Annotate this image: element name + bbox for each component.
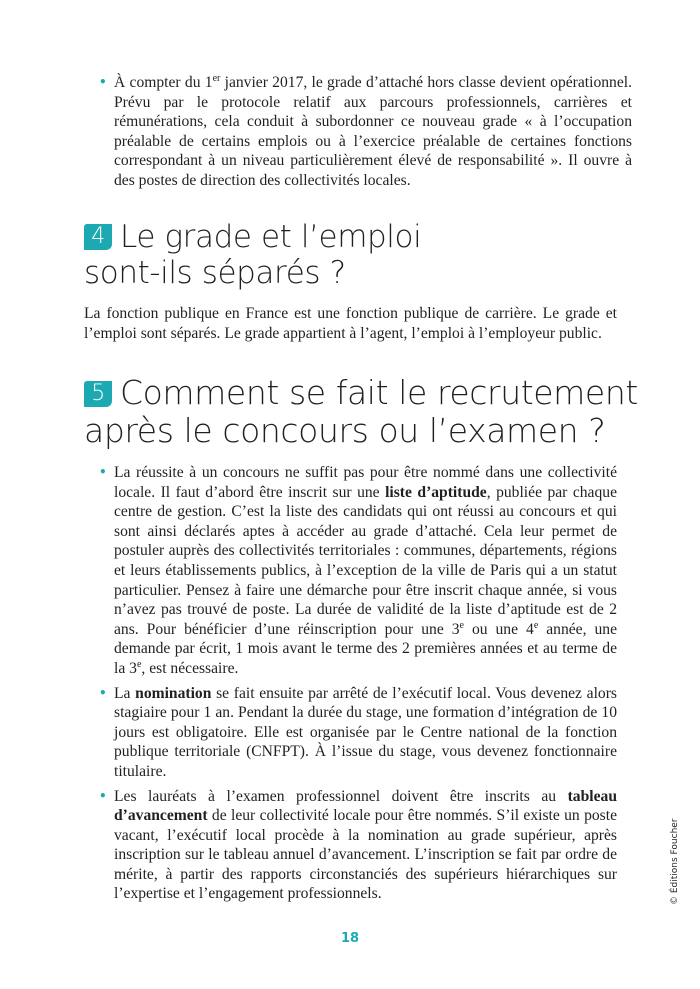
page-number: 18 <box>340 931 360 946</box>
section-4-paragraph: La fonction publique en France est une fonction publique de carrière. Le grade et l’emploi sont séparés. Le grade appartient à l’agent, l’emploi à l’employeur public. <box>84 305 617 342</box>
intro-bullet: • À compter du 1er janvier 2017, le grade d’attaché hors classe devient opérationnel. Prévu par le protocole relatif aux parcours professionnels, carrières et rémunérations, cela conduit à subordonner ce nouveau grade « à l’occupation préalable de certains emplois ou à l’exercice préalable de certaines fonctions correspondant à un niveau particulièrement élevé de responsabilité ». Il ouvre à des postes de direction des collectivités locales. <box>99 73 632 189</box>
bullet-icon: • <box>99 75 107 89</box>
list-item: • La nomination se fait ensuite par arrêté de l’exécutif local. Vous devenez alors stagiaire pour 1 an. Pendant la durée du stage, une formation d’intégration de 10 jours est obligatoire. Elle est organisée par le Centre national de la fonction publique territoriale (CNFPT). À l’issue du stage, vous devenez fonctionnaire titulaire. <box>99 684 617 780</box>
bullet-icon: • <box>99 685 107 700</box>
section-number-badge: 5 <box>84 381 112 407</box>
section-5-list <box>99 463 617 909</box>
section-4-heading: 4 Le grade et l’emploi sont-ils séparés ? <box>84 219 422 291</box>
list-item: • La réussite à un concours ne suffit pas pour être nommé dans une collectivité locale. Il faut d’abord être inscrit sur une liste d’aptitude, publiée par chaque centre de gestion. C’est la liste des candidats qui ont réussi au concours et qui sont ainsi déclarés aptes à accéder au grade d’attaché. Cela leur permet de postuler auprès des collectivités territoriales : communes, départements, régions et leurs établissements publics, à l’exception de la ville de Paris qui a un statut particulier. Pensez à faire une démarche pour être inscrit chaque année, si vous n’avez pas trouvé de poste. La durée de validité de la liste d’aptitude est de 2 ans. Pour bénéficier d’une réinscription pour une 3e ou une 4e année, une demande par écrit, 1 mois avant le terme des 2 premières années et au terme de la 3e, est nécessaire. <box>99 464 617 677</box>
section-5-heading: 5 Comment se fait le recrutement après le concours ou l’examen ? <box>84 373 638 450</box>
bullet-icon: • <box>99 465 107 479</box>
list-item: • Les lauréats à l’examen professionnel doivent être inscrits au tableau d’avancement de leur collectivité locale pour être nommés. S’il existe un poste vacant, l’exécutif local procède à la nomination au grade supérieur, après inscription sur le tableau annuel d’avancement. L’inscription se fait par ordre de mérite, à partir des rapports circonstanciés des supérieurs hiérarchiques sur l’expertise et l’engagement professionnels. <box>99 787 617 903</box>
copyright-notice: © Éditions Foucher <box>670 818 680 905</box>
section-number-badge: 4 <box>84 224 112 250</box>
bullet-icon: • <box>99 788 107 803</box>
